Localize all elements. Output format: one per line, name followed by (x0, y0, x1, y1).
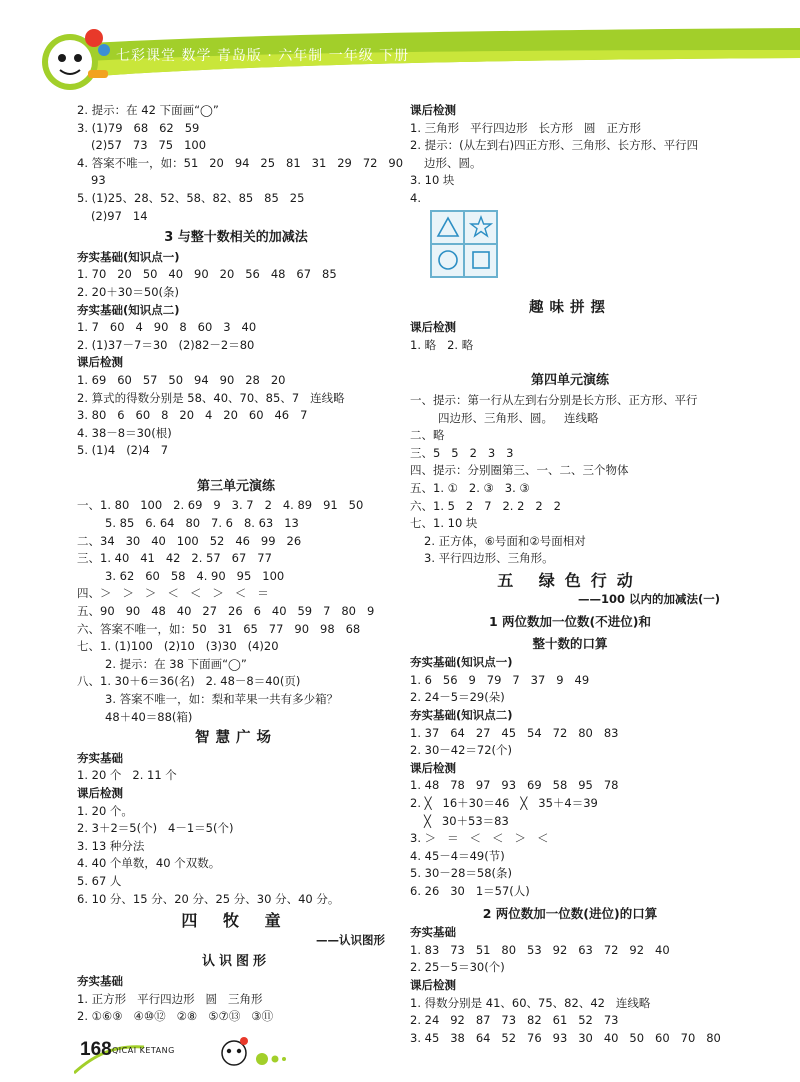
unit-subtitle: ——100 以内的加减法(一) (577, 592, 720, 607)
answer-line: 4. 40 个单数，40 个双数。 (77, 856, 221, 871)
answer-line: (2)57 73 75 100 (91, 138, 207, 153)
answer-line: 3. ＞ ＝ ＜ ＜ ＞ ＜ (410, 831, 549, 846)
subheading: 课后检测 (77, 355, 123, 370)
subheading: 夯实基础(知识点二) (410, 708, 513, 723)
page-number: 168 (80, 1039, 112, 1060)
answer-line: 1. 69 60 57 50 94 90 28 20 (77, 372, 286, 387)
answer-line: 5. (1)25、28、52、58、82、85 85 25 (77, 190, 305, 205)
footer-brand: QICAI KETANG (112, 1046, 175, 1055)
section-title: 认识图形 (201, 954, 270, 970)
answer-line: 93 (91, 173, 106, 188)
answer-line: 2. 提示：在 38 下面画“◯” (105, 656, 247, 671)
answer-line: 2. ①⑥⑨ ④⑩⑫ ②⑧ ⑤⑦⑬ ③⑪ (77, 1009, 274, 1024)
answer-line: 2. 提示：(从左到右)四正方形、三角形、长方形、平行四 (410, 138, 699, 153)
answer-line: 2. 30－42＝72(个) (410, 743, 513, 758)
answer-line: 边形、圆。 (424, 155, 482, 170)
answer-line: 2. 正方体，⑥号面和②号面相对 (424, 533, 586, 548)
section-title: 2 两位数加一位数(进位)的口算 (482, 905, 658, 921)
header-title: 七彩课堂 数学 青岛版 · 六年制 一年级 下册 (116, 48, 410, 64)
answer-line: 4. (410, 190, 421, 205)
subheading: 课后检测 (410, 103, 456, 117)
answer-line: 三、5 5 2 3 3 (410, 445, 514, 460)
answer-line: 2. ╳ 16＋30＝46 ╳ 35＋4＝39 (410, 796, 598, 810)
answer-line: 2. 24－5＝29(朵) (410, 690, 505, 705)
answer-line: 1. 得数分别是 41、60、75、82、42 连线略 (410, 995, 651, 1010)
answer-line: 2. 3＋2＝5(个) 4－1＝5(个) (77, 821, 234, 836)
answer-line: 七、1. (1)100 (2)10 (3)30 (4)20 (77, 639, 279, 654)
answer-line: 4. 答案不唯一，如：51 20 94 25 81 31 29 72 90 (77, 155, 404, 170)
answer-line: 六、答案不唯一，如：50 31 65 77 90 98 68 (77, 621, 361, 636)
answer-line: 四、＞ ＞ ＞ ＜ ＜ ＞ ＜ ＝ (77, 586, 269, 601)
answer-line: 五、1. ① 2. ③ 3. ③ (410, 480, 530, 495)
answer-line: 3. 答案不唯一，如：梨和苹果一共有多少箱？ (105, 692, 339, 706)
answer-line: 1. 正方形 平行四边形 圆 三角形 (77, 991, 263, 1006)
answer-line: 3. 10 块 (410, 173, 455, 188)
subheading: 夯实基础(知识点一) (410, 655, 513, 670)
section-title: 1 两位数加一位数(不进位)和 (489, 614, 651, 630)
answer-line: 3. (1)79 68 62 59 (77, 120, 200, 135)
answer-line: 6. 10 分、15 分、20 分、25 分、30 分、40 分。 (77, 891, 340, 906)
subheading: 课后检测 (410, 977, 456, 992)
answer-line: 六、1. 5 2 7 2. 2 2 2 (410, 498, 561, 513)
subheading: 夯实基础 (77, 750, 123, 765)
answer-line: 48＋40＝88(箱) (105, 709, 193, 724)
unit-drill-title: 第三单元演练 (196, 478, 275, 494)
answer-line: 五、90 90 48 40 27 26 6 40 59 7 80 9 (77, 604, 375, 619)
subheading: 课后检测 (410, 320, 456, 335)
answer-line: 5. 85 6. 64 80 7. 6 8. 63 13 (105, 516, 299, 531)
answer-line: 1. 6 56 9 79 7 37 9 49 (410, 672, 590, 687)
subheading: 夯实基础 (410, 925, 456, 940)
unit-drill-title: 第四单元演练 (530, 373, 609, 389)
shape-grid (430, 210, 498, 278)
answer-line: 二、34 30 40 100 52 46 99 26 (77, 533, 302, 548)
left-column (77, 102, 404, 1026)
answer-line: 1. 70 20 50 40 90 20 56 48 67 85 (77, 267, 337, 282)
subheading: 课后检测 (410, 760, 456, 775)
answer-line: (2)97 14 (91, 208, 148, 223)
answer-line: 5. 30－28＝58(条) (410, 866, 513, 881)
answer-line: 八、1. 30＋6＝36(名) 2. 48－8＝40(页) (77, 674, 301, 689)
answer-line: 一、提示：第一行从左到右分别是长方形、正方形、平行 (410, 392, 698, 407)
answer-line: 1. 20 个 2. 11 个 (77, 768, 177, 783)
answer-line: 2. (1)37－7＝30 (2)82－2＝80 (77, 337, 255, 352)
answer-line: 1. 三角形 平行四边形 长方形 圆 正方形 (410, 120, 641, 135)
answer-line: 1. 20 个。 (77, 803, 133, 818)
section-title: 整十数的口算 (532, 635, 608, 651)
answer-line: 2. 24 92 87 73 82 61 52 73 (410, 1013, 619, 1028)
answer-line: 1. 略 2. 略 (410, 337, 474, 352)
answer-line: 3. 45 38 64 52 76 93 30 40 50 60 70 80 (410, 1030, 721, 1045)
answer-line: 3. 80 6 60 8 20 4 20 60 46 7 (77, 408, 308, 423)
answer-line: 七、1. 10 块 (410, 516, 478, 531)
subheading: 夯实基础(知识点二) (77, 302, 180, 317)
footer-decoration (74, 1035, 334, 1075)
unit-title: 四 牧 童 (181, 911, 291, 931)
unit-title: 五 绿色行动 (497, 570, 643, 590)
right-column (410, 102, 730, 1047)
answer-line: 4. 45－4＝49(节) (410, 848, 505, 863)
answer-line: ╳ 30＋53＝83 (424, 813, 509, 828)
subheading: 课后检测 (77, 785, 123, 800)
unit-subtitle: ——认识图形 (316, 932, 385, 947)
answer-line: 3. 13 种分法 (77, 838, 145, 853)
circle-icon (431, 244, 464, 277)
answer-line: 2. 20＋30＝50(条) (77, 284, 180, 299)
answer-line: 1. 48 78 97 93 69 58 95 78 (410, 778, 619, 793)
answer-line: 4. 38－8＝30(根) (77, 425, 172, 440)
answer-line: 1. 83 73 51 80 53 92 63 72 92 40 (410, 942, 670, 957)
answer-line: 2. 提示：在 42 下面画“◯” (77, 103, 219, 117)
subheading: 夯实基础(知识点一) (77, 249, 180, 264)
answer-line: 6. 26 30 1＝57(人) (410, 883, 530, 898)
answer-line: 1. 7 60 4 90 8 60 3 40 (77, 320, 257, 335)
triangle-icon (431, 211, 464, 244)
answer-line: 5. (1)4 (2)4 7 (77, 443, 169, 458)
section-title: 智慧广场 (195, 730, 277, 747)
answer-line: 二、略 (410, 428, 445, 443)
subheading: 夯实基础 (77, 973, 123, 988)
answer-line: 四、提示：分别圈第三、一、二、三个物体 (410, 463, 629, 478)
answer-line: 1. 37 64 27 45 54 72 80 83 (410, 725, 619, 740)
answer-line: 四边形、三角形、圆。 连线略 (438, 410, 599, 425)
square-icon (464, 244, 497, 277)
answer-line: 5. 67 人 (77, 873, 122, 888)
section-title: 3 与整十数相关的加减法 (164, 230, 308, 246)
answer-line: 三、1. 40 41 42 2. 57 67 77 (77, 551, 272, 566)
answer-line: 2. 算式的得数分别是 58、40、70、85、7 连线略 (77, 390, 345, 405)
star-icon (464, 211, 497, 244)
section-title: 趣味拼摆 (529, 299, 611, 316)
answer-line: 2. 25－5＝30(个) (410, 960, 505, 975)
answer-line: 3. 62 60 58 4. 90 95 100 (105, 568, 285, 583)
answer-line: 3. 平行四边形、三角形。 (424, 551, 554, 566)
answer-line: 一、1. 80 100 2. 69 9 3. 7 2 4. 89 91 50 (77, 498, 364, 513)
